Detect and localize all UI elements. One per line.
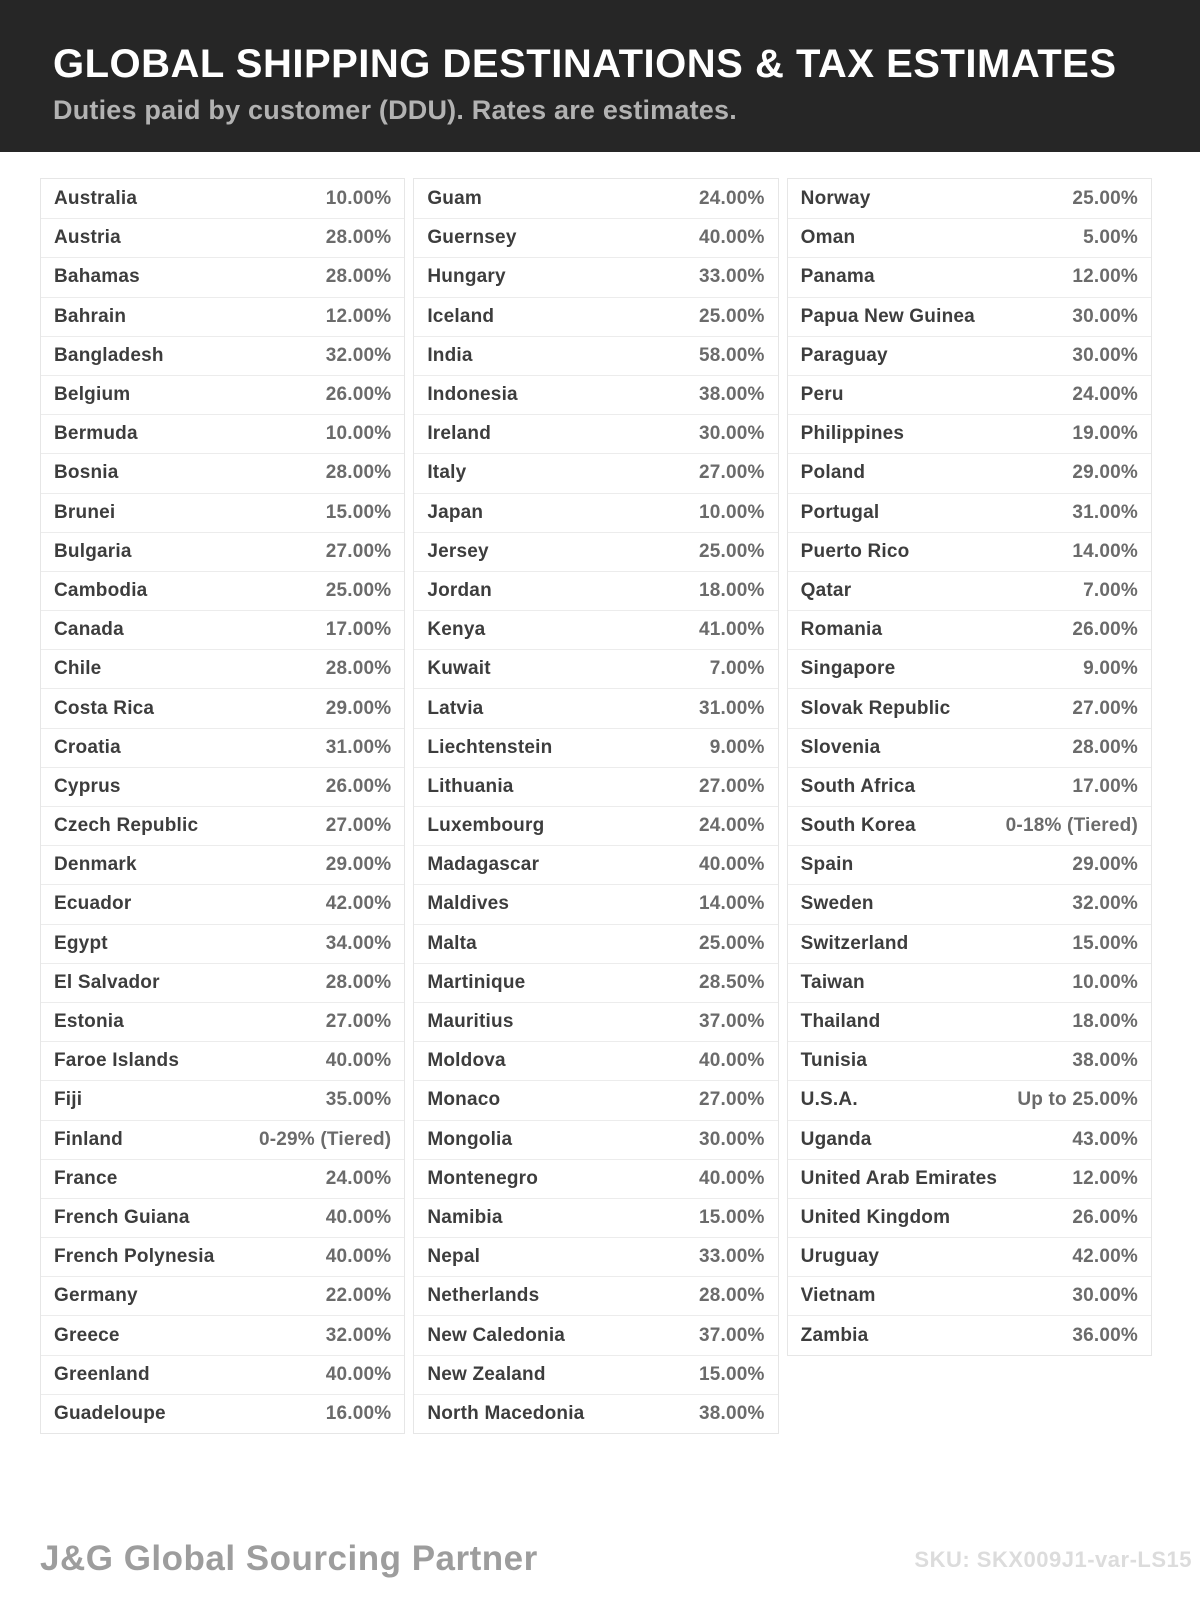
rate-value: 15.00% <box>325 501 392 523</box>
table-row <box>41 688 404 727</box>
table-row <box>414 845 777 884</box>
country-name: Faroe Islands <box>54 1050 180 1072</box>
rate-value: 17.00% <box>1072 775 1138 797</box>
country-name: Peru <box>800 384 844 406</box>
rate-value: 19.00% <box>1072 423 1138 445</box>
rate-value: 27.00% <box>325 1011 392 1033</box>
country-name: Papua New Guinea <box>800 305 975 327</box>
table-row <box>414 1159 777 1198</box>
table-row <box>414 806 777 845</box>
rate-value: 0-29% (Tiered) <box>258 1128 392 1150</box>
rate-value: 27.00% <box>325 815 392 837</box>
table-row <box>788 336 1151 375</box>
rate-value: 29.00% <box>325 697 392 719</box>
country-name: Switzerland <box>800 932 909 954</box>
table-row <box>788 924 1151 963</box>
brand-name: J&G Global Sourcing Partner <box>40 1539 538 1578</box>
rate-value: 35.00% <box>325 1089 392 1111</box>
rate-value: 0-18% (Tiered) <box>1005 815 1138 837</box>
rate-value: 25.00% <box>1072 187 1138 209</box>
country-name: Guernsey <box>427 227 517 249</box>
country-name: Ecuador <box>54 893 132 915</box>
rate-value: 9.00% <box>709 736 765 758</box>
table-row <box>788 1276 1151 1315</box>
country-name: Latvia <box>427 697 484 719</box>
rate-value: 15.00% <box>1072 932 1138 954</box>
country-name: Australia <box>54 187 138 209</box>
table-row <box>41 297 404 336</box>
table-row <box>414 728 777 767</box>
rate-value: 34.00% <box>325 932 392 954</box>
rate-value: 12.00% <box>1072 1167 1138 1189</box>
table-row <box>788 1315 1151 1354</box>
country-name: Bosnia <box>54 462 119 484</box>
sku-label: SKU: SKX009J1-var-LS15 <box>914 1547 1192 1572</box>
table-row <box>41 179 404 218</box>
table-row <box>788 845 1151 884</box>
rate-value: 28.50% <box>699 971 765 993</box>
rate-value: 31.00% <box>1072 501 1138 523</box>
rate-value: 5.00% <box>1083 227 1138 249</box>
country-name: Martinique <box>427 971 526 993</box>
table-row <box>41 1120 404 1159</box>
header-banner <box>0 0 1200 152</box>
country-name: Lithuania <box>427 775 514 797</box>
rate-value: 38.00% <box>699 384 765 406</box>
table-row <box>414 179 777 218</box>
country-name: Fiji <box>54 1089 83 1111</box>
table-row <box>414 924 777 963</box>
rate-value: 38.00% <box>699 1402 765 1424</box>
country-name: Czech Republic <box>54 815 199 837</box>
rate-value: 24.00% <box>699 815 765 837</box>
rate-value: 30.00% <box>1072 344 1138 366</box>
rate-value: 33.00% <box>699 1246 765 1268</box>
country-name: Romania <box>800 619 883 641</box>
rate-value: 10.00% <box>1072 971 1138 993</box>
country-name: Spain <box>800 854 854 876</box>
rate-value: 25.00% <box>699 305 765 327</box>
country-name: Malta <box>427 932 477 954</box>
table-row <box>788 688 1151 727</box>
rate-value: 38.00% <box>1072 1050 1138 1072</box>
table-row <box>41 257 404 296</box>
rate-value: 24.00% <box>699 187 765 209</box>
country-name: North Macedonia <box>427 1402 585 1424</box>
country-name: Greenland <box>54 1363 150 1385</box>
table-row <box>41 1080 404 1119</box>
table-row <box>414 571 777 610</box>
table-row <box>41 806 404 845</box>
rate-value: 40.00% <box>699 227 765 249</box>
table-column-1 <box>40 178 405 1434</box>
rate-value: 28.00% <box>325 266 392 288</box>
country-name: Germany <box>54 1285 138 1307</box>
country-name: Norway <box>800 187 871 209</box>
country-name: Mongolia <box>427 1128 513 1150</box>
rate-value: 40.00% <box>699 1167 765 1189</box>
country-name: Brunei <box>54 501 116 523</box>
country-name: Uganda <box>800 1128 872 1150</box>
footer <box>40 1541 1192 1576</box>
country-name: Italy <box>427 462 467 484</box>
table-row <box>414 1394 777 1433</box>
table-row <box>414 414 777 453</box>
country-name: French Polynesia <box>54 1246 215 1268</box>
table-row <box>41 1002 404 1041</box>
rate-value: 25.00% <box>699 932 765 954</box>
rate-value: 32.00% <box>325 1324 392 1346</box>
table-row <box>788 963 1151 1002</box>
rate-value: 24.00% <box>1072 384 1138 406</box>
country-name: Japan <box>427 501 484 523</box>
country-name: Denmark <box>54 854 137 876</box>
country-name: Thailand <box>800 1011 881 1033</box>
table-row <box>788 1002 1151 1041</box>
rate-value: 30.00% <box>1072 305 1138 327</box>
country-name: Guadeloupe <box>54 1402 166 1424</box>
country-name: Taiwan <box>800 971 865 993</box>
table-row <box>788 1198 1151 1237</box>
country-name: Guam <box>427 187 482 209</box>
rate-value: 40.00% <box>325 1050 392 1072</box>
rate-value: 25.00% <box>699 540 765 562</box>
rate-value: 22.00% <box>325 1285 392 1307</box>
table-row <box>41 649 404 688</box>
country-name: Bahrain <box>54 305 127 327</box>
table-row <box>41 1159 404 1198</box>
country-name: United Kingdom <box>800 1206 951 1228</box>
rate-value: 16.00% <box>325 1402 392 1424</box>
rate-value: 31.00% <box>325 736 392 758</box>
country-name: Estonia <box>54 1011 125 1033</box>
rate-value: 15.00% <box>699 1363 765 1385</box>
table-row <box>414 610 777 649</box>
rate-value: 10.00% <box>699 501 765 523</box>
country-name: Iceland <box>427 305 495 327</box>
table-row <box>788 649 1151 688</box>
country-name: Paraguay <box>800 344 888 366</box>
rate-value: 28.00% <box>325 227 392 249</box>
rate-value: 28.00% <box>325 462 392 484</box>
table-row <box>41 1198 404 1237</box>
country-name: Singapore <box>800 658 896 680</box>
rate-value: 40.00% <box>325 1206 392 1228</box>
table-row <box>788 257 1151 296</box>
rate-value: 28.00% <box>325 971 392 993</box>
table-row <box>788 218 1151 257</box>
rate-value: 58.00% <box>699 344 765 366</box>
country-name: Greece <box>54 1324 120 1346</box>
rate-value: 40.00% <box>325 1246 392 1268</box>
page-subtitle: Duties paid by customer (DDU). Rates are estimates. <box>53 95 737 125</box>
country-name: Costa Rica <box>54 697 155 719</box>
table-row <box>414 963 777 1002</box>
country-name: Kuwait <box>427 658 491 680</box>
rate-value: 14.00% <box>699 893 765 915</box>
rate-value: 27.00% <box>699 1089 765 1111</box>
rate-value: 32.00% <box>325 344 392 366</box>
table-row <box>41 728 404 767</box>
table-row <box>41 767 404 806</box>
country-name: U.S.A. <box>800 1089 858 1111</box>
country-name: Austria <box>54 227 121 249</box>
rate-value: 37.00% <box>699 1011 765 1033</box>
table-row <box>41 884 404 923</box>
country-name: Luxembourg <box>427 815 545 837</box>
country-name: Cyprus <box>54 775 121 797</box>
table-row <box>414 688 777 727</box>
country-name: Maldives <box>427 893 510 915</box>
rate-value: 18.00% <box>699 579 765 601</box>
country-name: United Arab Emirates <box>800 1167 998 1189</box>
country-name: Finland <box>54 1128 123 1150</box>
table-row <box>414 375 777 414</box>
country-name: Ireland <box>427 423 492 445</box>
country-name: El Salvador <box>54 971 160 993</box>
country-name: Monaco <box>427 1089 501 1111</box>
table-row <box>41 1276 404 1315</box>
rate-value: 30.00% <box>699 1128 765 1150</box>
rate-value: 28.00% <box>325 658 392 680</box>
table-row <box>788 414 1151 453</box>
table-row <box>788 297 1151 336</box>
country-name: Moldova <box>427 1050 506 1072</box>
table-row <box>414 884 777 923</box>
table-row <box>414 336 777 375</box>
table-row <box>414 1276 777 1315</box>
table-row <box>414 1041 777 1080</box>
rate-value: 26.00% <box>325 775 392 797</box>
country-name: Jordan <box>427 579 492 601</box>
table-row <box>41 414 404 453</box>
table-row <box>41 493 404 532</box>
table-row <box>414 1002 777 1041</box>
country-name: South Korea <box>800 815 916 837</box>
rate-value: 33.00% <box>699 266 765 288</box>
table-row <box>41 924 404 963</box>
table-row <box>41 453 404 492</box>
country-name: Uruguay <box>800 1246 880 1268</box>
country-name: Madagascar <box>427 854 540 876</box>
rate-value: 25.00% <box>325 579 392 601</box>
rate-value: 28.00% <box>699 1285 765 1307</box>
rate-value: 26.00% <box>1072 619 1138 641</box>
table-row <box>414 1120 777 1159</box>
country-name: Namibia <box>427 1206 503 1228</box>
table-row <box>414 649 777 688</box>
table-row <box>41 963 404 1002</box>
country-name: Zambia <box>800 1324 869 1346</box>
country-name: Canada <box>54 619 124 641</box>
rate-value: 28.00% <box>1072 736 1138 758</box>
table-row <box>788 1120 1151 1159</box>
country-name: Sweden <box>800 893 874 915</box>
rate-value: 42.00% <box>1072 1246 1138 1268</box>
rate-value: 32.00% <box>1072 893 1138 915</box>
table-row <box>788 767 1151 806</box>
table-row <box>414 453 777 492</box>
rate-value: 26.00% <box>1072 1206 1138 1228</box>
country-name: Croatia <box>54 736 121 758</box>
country-name: Panama <box>800 266 875 288</box>
table-row <box>41 1315 404 1354</box>
page-title: GLOBAL SHIPPING DESTINATIONS & TAX ESTIMATES <box>53 42 1117 86</box>
rate-value: 37.00% <box>699 1324 765 1346</box>
country-name: French Guiana <box>54 1206 190 1228</box>
table-row <box>41 1041 404 1080</box>
rate-value: 27.00% <box>699 775 765 797</box>
rate-value: 10.00% <box>325 423 392 445</box>
country-name: Jersey <box>427 540 489 562</box>
country-name: Egypt <box>54 932 108 954</box>
table-row <box>788 884 1151 923</box>
rate-value: 7.00% <box>709 658 765 680</box>
rate-value: 40.00% <box>699 1050 765 1072</box>
country-name: South Africa <box>800 775 916 797</box>
country-name: Netherlands <box>427 1285 540 1307</box>
table-row <box>788 532 1151 571</box>
rate-value: 15.00% <box>699 1206 765 1228</box>
table-row <box>788 493 1151 532</box>
rate-value: 42.00% <box>325 893 392 915</box>
table-row <box>41 1394 404 1433</box>
table-row <box>788 571 1151 610</box>
tax-rates-table <box>40 178 1152 1434</box>
table-row <box>788 1041 1151 1080</box>
country-name: Cambodia <box>54 579 148 601</box>
table-row <box>414 493 777 532</box>
country-name: Vietnam <box>800 1285 876 1307</box>
table-row <box>414 1237 777 1276</box>
country-name: Puerto Rico <box>800 540 910 562</box>
country-name: Indonesia <box>427 384 518 406</box>
country-name: France <box>54 1167 118 1189</box>
rate-value: 27.00% <box>1072 697 1138 719</box>
table-row <box>788 610 1151 649</box>
rate-value: 43.00% <box>1072 1128 1138 1150</box>
country-name: Montenegro <box>427 1167 539 1189</box>
country-name: Belgium <box>54 384 131 406</box>
table-row <box>788 1237 1151 1276</box>
table-row <box>414 297 777 336</box>
rate-value: 29.00% <box>325 854 392 876</box>
country-name: India <box>427 344 473 366</box>
table-row <box>788 1159 1151 1198</box>
table-row <box>788 1080 1151 1119</box>
rate-value: 9.00% <box>1083 658 1138 680</box>
table-row <box>41 571 404 610</box>
rate-value: 27.00% <box>699 462 765 484</box>
table-row <box>414 1355 777 1394</box>
country-name: Portugal <box>800 501 880 523</box>
country-name: New Caledonia <box>427 1324 566 1346</box>
rate-value: 40.00% <box>699 854 765 876</box>
table-row <box>414 767 777 806</box>
country-name: Oman <box>800 227 856 249</box>
country-name: Mauritius <box>427 1011 514 1033</box>
table-row <box>414 1315 777 1354</box>
rate-value: 30.00% <box>699 423 765 445</box>
table-row <box>414 1080 777 1119</box>
table-row <box>414 218 777 257</box>
rate-value: 26.00% <box>325 384 392 406</box>
country-name: Philippines <box>800 423 905 445</box>
table-row <box>41 1355 404 1394</box>
table-row <box>414 532 777 571</box>
table-row <box>788 179 1151 218</box>
table-row <box>788 806 1151 845</box>
rate-value: 18.00% <box>1072 1011 1138 1033</box>
rate-value: 27.00% <box>325 540 392 562</box>
country-name: Qatar <box>800 579 852 601</box>
rate-value: 40.00% <box>325 1363 392 1385</box>
country-name: Bangladesh <box>54 344 164 366</box>
country-name: Poland <box>800 462 866 484</box>
country-name: Tunisia <box>800 1050 868 1072</box>
country-name: Slovak Republic <box>800 697 951 719</box>
table-row <box>41 532 404 571</box>
country-name: New Zealand <box>427 1363 546 1385</box>
country-name: Nepal <box>427 1246 481 1268</box>
table-row <box>41 610 404 649</box>
rate-value: 36.00% <box>1072 1324 1138 1346</box>
table-column-2 <box>413 178 778 1434</box>
rate-value: 10.00% <box>325 187 392 209</box>
table-row <box>414 1198 777 1237</box>
rate-value: 29.00% <box>1072 854 1138 876</box>
table-row <box>41 218 404 257</box>
rate-value: 12.00% <box>325 305 392 327</box>
table-row <box>788 453 1151 492</box>
rate-value: 29.00% <box>1072 462 1138 484</box>
rate-value: 31.00% <box>699 697 765 719</box>
table-row <box>788 728 1151 767</box>
rate-value: 7.00% <box>1083 579 1138 601</box>
rate-value: 14.00% <box>1072 540 1138 562</box>
table-row <box>788 375 1151 414</box>
rate-value: Up to 25.00% <box>1017 1089 1138 1111</box>
country-name: Kenya <box>427 619 486 641</box>
table-row <box>41 1237 404 1276</box>
country-name: Bulgaria <box>54 540 132 562</box>
country-name: Hungary <box>427 266 506 288</box>
table-row <box>414 257 777 296</box>
country-name: Slovenia <box>800 736 881 758</box>
rate-value: 24.00% <box>325 1167 392 1189</box>
country-name: Bermuda <box>54 423 138 445</box>
rate-value: 17.00% <box>325 619 392 641</box>
table-row <box>41 845 404 884</box>
rate-value: 30.00% <box>1072 1285 1138 1307</box>
table-row <box>41 336 404 375</box>
table-row <box>41 375 404 414</box>
country-name: Chile <box>54 658 102 680</box>
table-column-3 <box>787 178 1152 1356</box>
country-name: Bahamas <box>54 266 140 288</box>
rate-value: 41.00% <box>699 619 765 641</box>
rate-value: 12.00% <box>1072 266 1138 288</box>
country-name: Liechtenstein <box>427 736 553 758</box>
